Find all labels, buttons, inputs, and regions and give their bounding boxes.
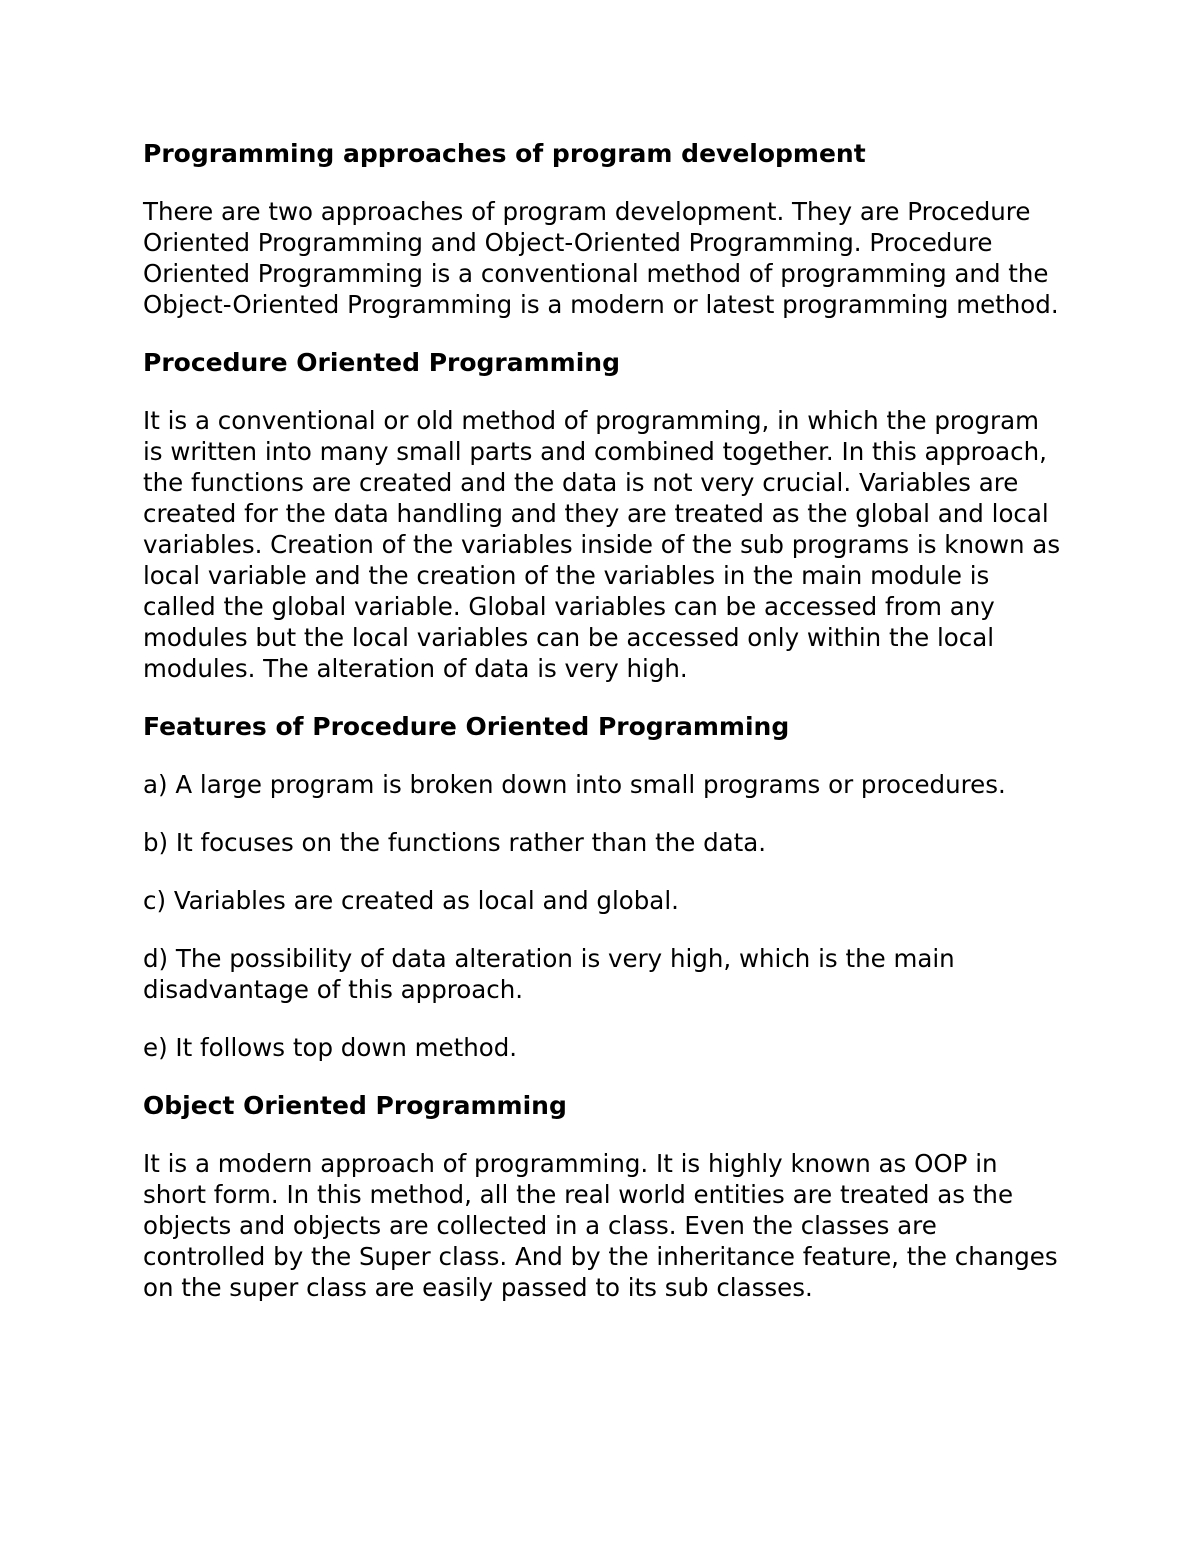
features-heading: Features of Procedure Oriented Programming — [143, 712, 790, 741]
oop-paragraph: It is a modern approach of programming. It is highly known as OOP in short form. In this method, all the real world entities are treated as the objects and objects are collected in a class. Even the classes are controlled by the Super class. And by the inheritance feature, the changes on the super class are easily passed to its sub classes. — [143, 1149, 1058, 1302]
document-body — [143, 138, 1063, 1330]
pop-heading: Procedure Oriented Programming — [143, 348, 620, 377]
feature-item-d: d) The possibility of data alteration is very high, which is the main disadvantage of this approach. — [143, 944, 955, 1004]
feature-item-e: e) It follows top down method. — [143, 1033, 518, 1062]
document-title: Programming approaches of program development — [143, 139, 866, 168]
oop-heading: Object Oriented Programming — [143, 1091, 567, 1120]
pop-paragraph: It is a conventional or old method of programming, in which the program is written into many small parts and combined together. In this approach, the functions are created and the data is not very crucial. Variables are created for the data handling and they are treated as the global and local variables. Creation of the variables inside of the sub programs is known as local variable and the creation of the variables in the main module is called the global variable. Global variables can be accessed from any modules but the local variables can be accessed only within the local modules. The alteration of data is very high. — [143, 406, 1061, 683]
feature-item-c: c) Variables are created as local and global. — [143, 886, 679, 915]
feature-item-a: a) A large program is broken down into small programs or procedures. — [143, 770, 1006, 799]
intro-paragraph: There are two approaches of program development. They are Procedure Oriented Programming and Object-Oriented Programming. Procedure Oriented Programming is a conventional method of programming and the Object-Oriented Programming is a modern or latest programming method. — [143, 197, 1059, 319]
feature-item-b: b) It focuses on the functions rather than the data. — [143, 828, 767, 857]
